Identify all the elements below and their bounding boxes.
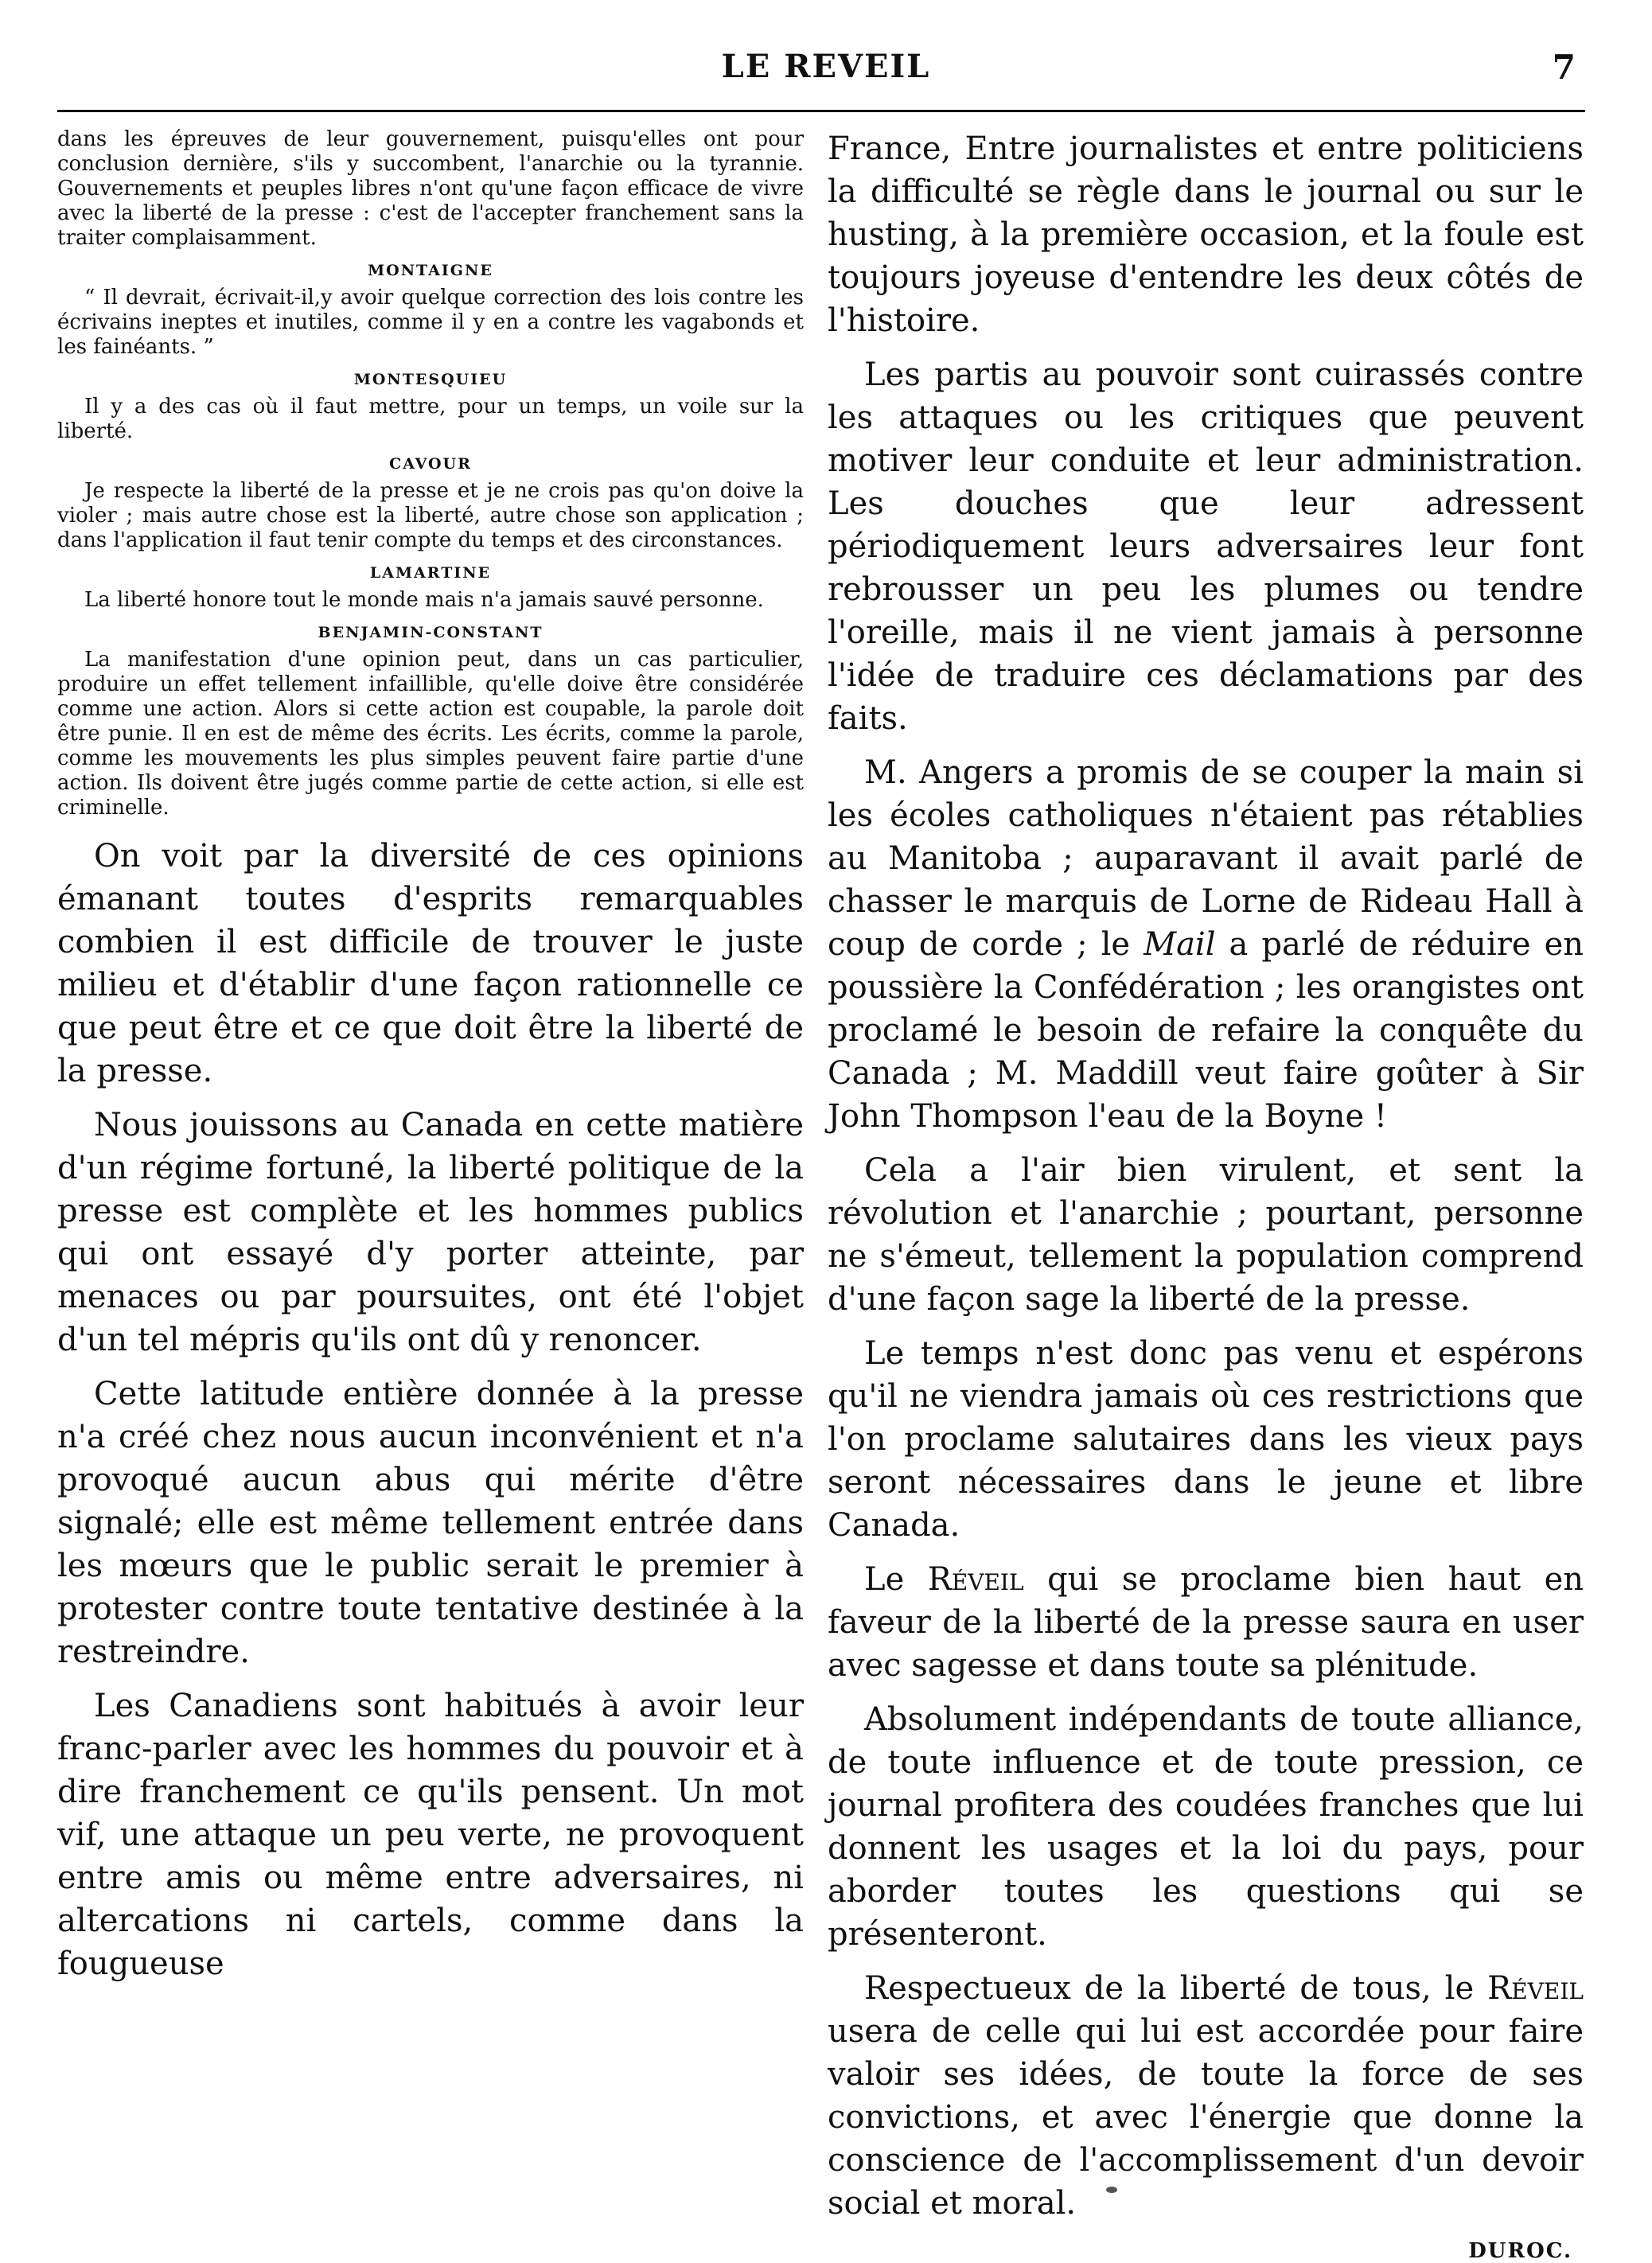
body-paragraph: Les Canadiens sont habitués à avoir leur franc-parler avec les hommes du pouvoir et à dire franchement ce qu'ils pensent. Un mot vif, une attaque un peu verte, ne provoquent entre amis ou même entre adversaires, ni altercations ni cartels, comme dans la fougueuse (57, 1688, 804, 1982)
quote-text: La liberté honore tout le monde mais n'a jamais sauvé personne. (84, 588, 764, 612)
quote-author: MONTESQUIEU (353, 371, 508, 388)
body-paragraph: Nous jouissons au Canada en cette matière d'un régime fortuné, la liberté politique de la presse est complète et les hommes publics qui ont essayé d'y porter atteinte, par menaces ou par poursuites, ont été l'objet d'un tel mépris qu'ils ont dû y renoncer. (57, 1107, 804, 1358)
page-number: 7 (1552, 48, 1576, 87)
paragraph-text: qui se proclame bien haut en faveur de la liberté de la presse saura en user avec sagesse et dans toute sa plénitude. (828, 1561, 1584, 1684)
running-header (0, 48, 1652, 95)
right-column (828, 127, 1584, 2263)
quote-author: MONTAIGNE (368, 262, 493, 279)
newspaper-title: LE REVEIL (721, 48, 931, 85)
quote-author: CAVOUR (389, 455, 472, 473)
body-paragraph: Cette latitude entière donnée à la presse n'a créé chez nous aucun inconvénient et n'a provoqué aucun abus qui mérite d'être signalé; elle est même tellement entrée dans les mœurs que le public serait le premier à protester contre toute tentative destinée à la restreindre. (57, 1376, 804, 1670)
quote-text: Il y a des cas où il faut mettre, pour un temps, un voile sur la liberté. (57, 395, 804, 443)
paragraph-text: M. Angers a promis de se couper la main si les écoles catholiques n'étaient pas rétablies au Manitoba ; auparavant il avait parlé de chasser le marquis de Lorne de Rideau Hall à coup de corde ; le (828, 754, 1584, 963)
header-rule (57, 110, 1585, 112)
body-paragraph-continuation: France, Entre journalistes et entre politiciens la difficulté se règle dans le journal ou sur le husting, à la première occasion, et la foule est toujours joyeuse d'entendre les deux côtés de l'histoire. (828, 130, 1584, 339)
body-paragraph: Le temps n'est donc pas venu et espérons qu'il ne viendra jamais où ces restrictions que l'on proclame salutaires dans les vieux pays seront nécessaires dans le jeune et libre Canada. (828, 1335, 1584, 1544)
newspaper-name-reveil: Réveil (927, 1561, 1024, 1598)
body-paragraph: On voit par la diversité de ces opinions émanant toutes d'esprits remarquables combien il est difficile de trouver le juste milieu et d'établir d'une façon rationnelle ce que peut être et ce que doit être la liberté de la presse. (57, 838, 804, 1089)
body-paragraph (828, 1967, 1584, 2225)
paragraph-text: a parlé de réduire en poussière la Confédération ; les orangistes ont proclamé le besoin de refaire la conquête du Canada ; M. Maddill veut faire goûter à Sir John Thompson l'eau de la Boyne ! (828, 926, 1584, 1135)
body-paragraph: Cela a l'air bien virulent, et sent la révolution et l'anarchie ; pourtant, personne ne s'émeut, tellement la population comprend d'une façon sage la liberté de la presse. (828, 1152, 1584, 1318)
paragraph-text: Le (864, 1561, 928, 1598)
quote-author: BENJAMIN-CONSTANT (318, 624, 544, 641)
left-column (57, 127, 804, 1996)
paragraph-text: usera de celle qui lui est accordée pour faire valoir ses idées, de toute la force de ses convictions, et avec l'énergie que donne la conscience de l'accomplissement d'un devoir social et moral. (828, 2013, 1584, 2222)
quote-continuation: dans les épreuves de leur gouvernement, puisqu'elles ont pour conclusion dernière, s'ils y succombent, l'anarchie ou la tyrannie. Gouvernements et peuples libres n'ont qu'une façon efficace de vivre avec la liberté de la presse : c'est de l'accepter franchement sans la traiter complaisamment. (57, 127, 804, 250)
quote-text: “ Il devrait, écrivait-il,y avoir quelque correction des lois contre les écrivains ineptes et inutiles, comme il y en a contre les vagabonds et les fainéants. ” (57, 286, 804, 359)
body-paragraph (828, 751, 1584, 1138)
body-paragraph: Absolument indépendants de toute alliance, de toute influence et de toute pression, ce journal profitera des coudées franches que lui donnent les usages et la loi du pays, pour aborder toutes les questions qui se présenteront. (828, 1701, 1584, 1953)
quote-author: LAMARTINE (369, 564, 492, 582)
ink-speck (1106, 2187, 1117, 2193)
paragraph-text: Respectueux de la liberté de tous, le (864, 1970, 1488, 2007)
quote-text: Je respecte la liberté de la presse et je ne crois pas qu'on doive la violer ; mais autre chose est la liberté, autre chose son application ; dans l'application il faut tenir compte du temps et des circonstances. (57, 479, 804, 552)
newspaper-name-reveil: Réveil (1487, 1970, 1584, 2007)
body-paragraph (828, 1558, 1584, 1687)
author-signature: DUROC. (1468, 2239, 1572, 2263)
newspaper-name-mail: Mail (1144, 926, 1216, 963)
body-paragraph: Les partis au pouvoir sont cuirassés contre les attaques ou les critiques que peuvent motiver leur conduite et leur administration. Les douches que leur adressent périodiquement leurs adversaires leur font rebrousser un peu les plumes ou tendre l'oreille, mais il ne vient jamais à personne l'idée de traduire ces déclamations par des faits. (828, 356, 1584, 737)
quote-text: La manifestation d'une opinion peut, dans un cas particulier, produire un effet tellement infaillible, qu'elle doive être considérée comme une action. Alors si cette action est coupable, la parole doit être punie. Il en est de même des écrits. Les écrits, comme la parole, comme les mouvements les plus simples peuvent faire partie d'une action. Ils doivent être jugés comme partie de cette action, si elle est criminelle. (57, 648, 804, 820)
